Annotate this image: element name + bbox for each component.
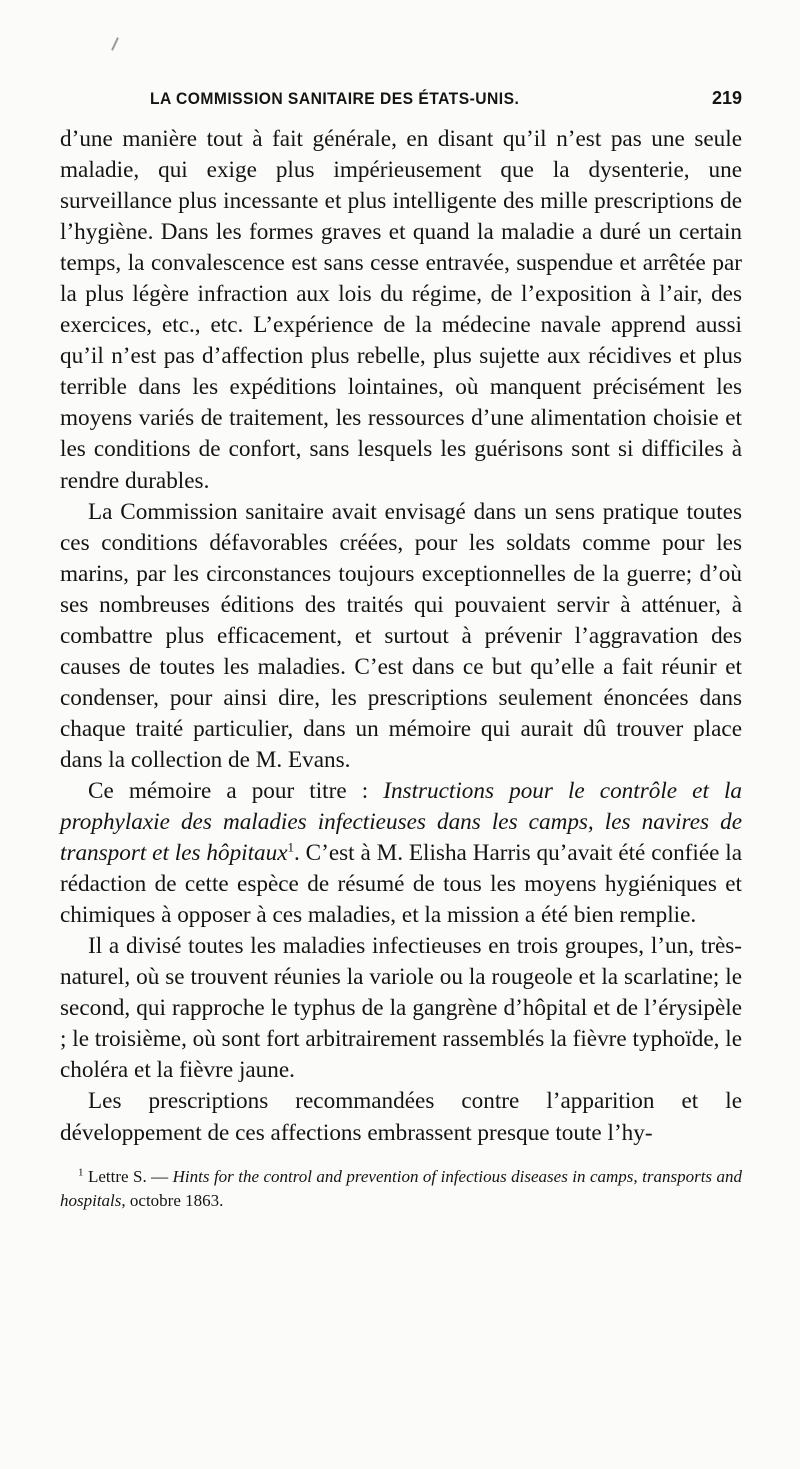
paragraph-2: La Commission sanitaire avait envisagé dans un sens pratique toutes ces conditions défavorables créées, pour les soldats comme pour les marins, par les circonstances toujours exceptionnelles de la guerre; d’où ses nombreuses éditions des traités qui pouvaient servir à atténuer, à combattre plus efficacement, et surtout à prévenir l’aggravation des causes de toutes les maladies. C’est dans ce but qu’elle a fait réunir et condenser, pour ainsi dire, les prescriptions seulement énoncées dans chaque traité particulier, dans un mémoire qui aurait dû trouver place dans la collection de M. Evans. (60, 498, 742, 773)
paragraph-3-rest: . C’est à M. Elisha Harris qu’avait été confiée la rédaction de cette espèce de résumé de tous les moyens hygiéniques et chimiques à opposer à ces maladies, et la mission a été bien remplie. (60, 840, 743, 929)
footnote-title: Hints for the control and prevention of infectious diseases in camps, transports and hospitals (60, 1166, 743, 1210)
page-header (60, 88, 742, 118)
paragraph-3-intro: Ce mémoire a pour titre : (88, 777, 384, 804)
paragraph-5: Les prescriptions recommandées contre l’apparition et le développement de ces affections embrassent presque toute l’hy- (60, 1088, 742, 1146)
footnote-reference: 1 (287, 839, 295, 855)
book-page (60, 88, 742, 1213)
body-text (60, 124, 742, 1149)
stray-pen-mark (111, 37, 119, 51)
footnote-date: , octobre 1863. (121, 1190, 224, 1210)
footnote-mark: 1 (78, 1165, 84, 1178)
page-number: 219 (711, 88, 742, 108)
memoir-title: Instructions pour le contrôle et la prophylaxie des maladies infectieuses dans les camps, les navires de transport et les hôpitaux (60, 777, 742, 867)
running-head: LA COMMISSION SANITAIRE DES ÉTATS-UNIS. (150, 89, 520, 108)
paragraph-4: Il a divisé toutes les maladies infectieuses en trois groupes, l’un, très-naturel, où se trouvent réunies la variole ou la rougeole et la scarlatine; le second, qui rapproche le typhus de la gangrène d’hôpital et de l’érysipèle ; le troisième, où sont fort arbitrairement rassemblés la fièvre typhoïde, le choléra et la fièvre jaune. (60, 933, 742, 1084)
footnote (60, 1165, 742, 1213)
footnote-intro: Lettre S. — (87, 1166, 173, 1186)
paragraph-3 (60, 776, 742, 931)
paragraph-1: d’une manière tout à fait générale, en disant qu’il n’est pas une seule maladie, qui exige plus impérieusement que la dysenterie, une surveillance plus incessante et plus intelligente des mille prescriptions de l’hygiène. Dans les formes graves et quand la maladie a duré un certain temps, la convalescence est sans cesse entravée, suspendue et arrêtée par la plus légère infraction aux lois du régime, de l’exposition à l’air, des exercices, etc., etc. L’expérience de la médecine navale apprend aussi qu’il n’est pas d’affection plus rebelle, plus sujette aux récidives et plus terrible dans les expéditions lointaines, où manquent précisément les moyens variés de traitement, les ressources d’une alimentation choisie et les conditions de confort, sans lesquels les guérisons sont si difficiles à rendre durables. (60, 126, 742, 494)
